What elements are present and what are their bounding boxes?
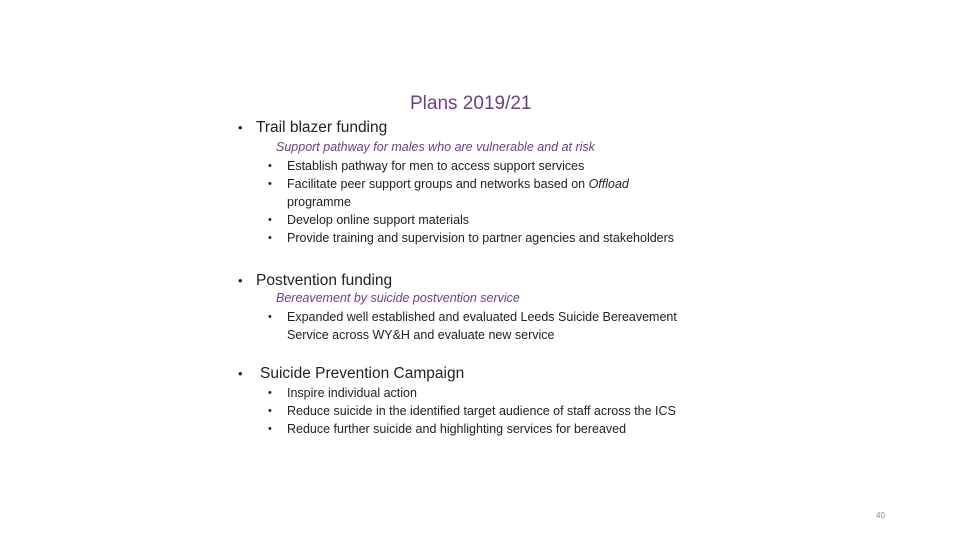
list-item — [268, 175, 727, 211]
bullet-icon: • — [238, 273, 243, 288]
bullet-icon: • — [238, 366, 243, 381]
bullet-icon: • — [268, 423, 272, 435]
section-heading-label: Suicide Prevention Campaign — [260, 365, 465, 382]
section-heading-postvention — [238, 272, 392, 290]
page-number: 40 — [876, 511, 885, 520]
bullet-icon: • — [268, 387, 272, 399]
list-item-text: Reduce suicide in the identified target audience of staff across the ICS — [287, 404, 676, 418]
bullet-icon: • — [238, 120, 243, 135]
list-item-continuation: Service across WY&H and evaluate new service — [287, 328, 555, 342]
list-item-text: Provide training and supervision to partner agencies and stakeholders — [287, 231, 675, 245]
section-heading-label: Postvention funding — [256, 272, 393, 289]
section-heading-campaign — [238, 365, 464, 383]
bullet-icon: • — [268, 214, 272, 226]
list-item-text: Establish pathway for men to access support services — [287, 159, 585, 173]
list-item — [268, 211, 727, 229]
bullet-icon: • — [268, 405, 272, 417]
list-item-text: Inspire individual action — [287, 386, 417, 400]
list-item — [268, 402, 727, 420]
list-item — [268, 229, 727, 247]
list-item — [268, 420, 727, 438]
section-subheading: Bereavement by suicide postvention service — [276, 291, 520, 305]
section-heading-label: Trail blazer funding — [256, 119, 388, 136]
list-item-emphasis: Offload — [588, 177, 629, 191]
list-item-text: Facilitate peer support groups and networks based on — [287, 177, 589, 191]
list-item-text: Reduce further suicide and highlighting services for bereaved — [287, 422, 627, 436]
section-heading-trailblazer — [238, 119, 387, 137]
slide-title: Plans 2019/21 — [410, 93, 532, 114]
list-item — [268, 384, 727, 402]
bullet-icon: • — [268, 178, 272, 190]
section-subheading: Support pathway for males who are vulnerable and at risk — [276, 140, 595, 154]
list-item-text: Develop online support materials — [287, 213, 470, 227]
bullet-icon: • — [268, 160, 272, 172]
list-item-text: Expanded well established and evaluated Leeds Suicide Bereavement — [287, 310, 677, 324]
list-item-continuation: programme — [287, 195, 351, 209]
bullet-icon: • — [268, 311, 272, 323]
list-item — [268, 308, 727, 344]
bullet-icon: • — [268, 232, 272, 244]
list-item — [268, 157, 727, 175]
